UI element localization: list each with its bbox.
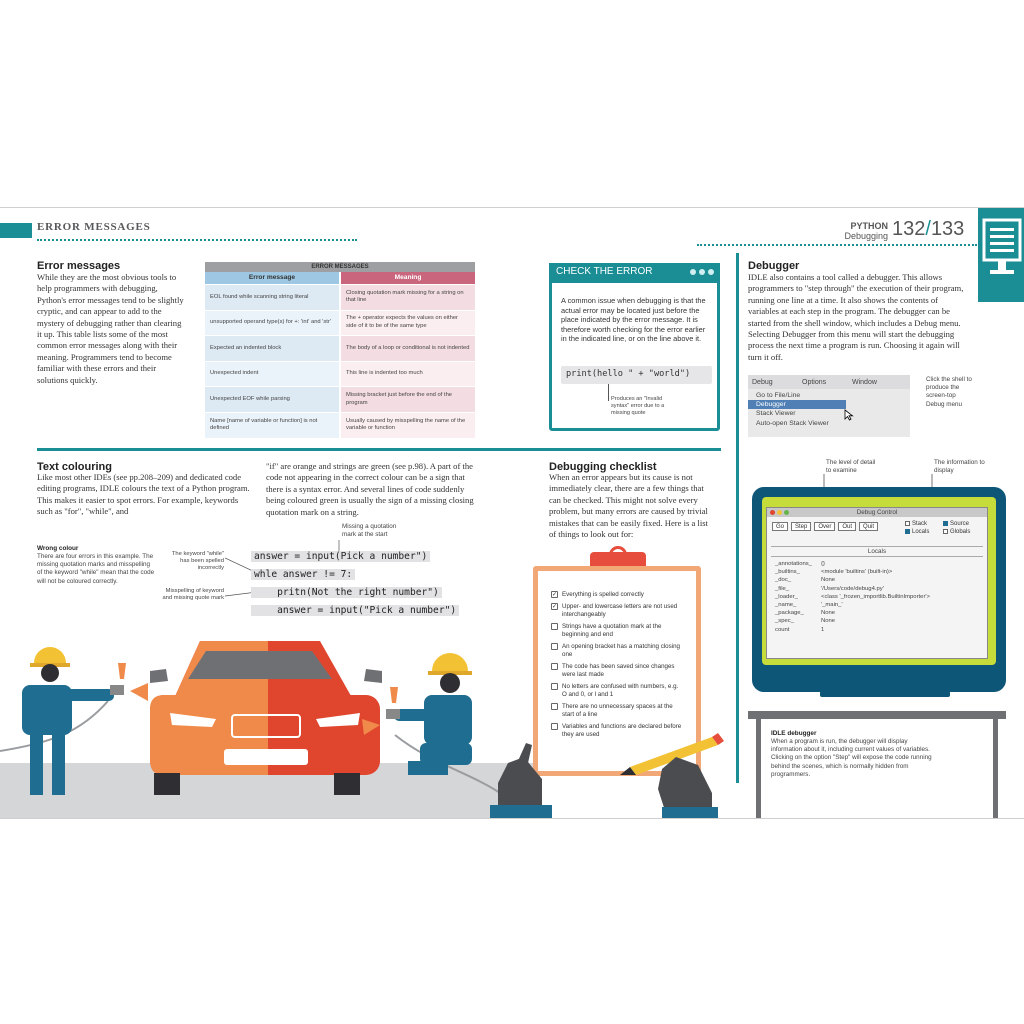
- locals-list: [767, 557, 987, 634]
- menu-item-auto-open[interactable]: Auto-open Stack Viewer: [756, 419, 829, 427]
- locals-row: [767, 568, 987, 576]
- checklist-heading: Debugging checklist: [549, 461, 657, 473]
- go-button[interactable]: Go: [772, 522, 788, 531]
- checkbox-label: Locals: [912, 529, 930, 535]
- desk-top: [748, 711, 1006, 719]
- error-messages-body: While they are the most obvious tools to help programmers with debugging, Python's error messages tend to be slightly cryptic, and can appear to add to the mystery of debugging rather than clearing it up. This table lists some of the most common error messages along with their meaning. Programmers tend to become familiar with these errors and their solutions quickly.: [37, 272, 184, 385]
- car-illustration: [150, 641, 382, 795]
- debug-menu-screenshot: [748, 375, 910, 437]
- locals-key: count: [775, 626, 790, 633]
- globals-checkbox[interactable]: [943, 528, 983, 536]
- table-cell-meaning: The body of a loop or conditional is not indented: [341, 336, 475, 361]
- code-text: pritn(Not the right number"): [251, 587, 442, 598]
- checklist-item-text: Variables and functions are declared before they are used: [562, 723, 682, 738]
- debug-buttons: [767, 517, 883, 536]
- monitor-list-icon: [978, 208, 1024, 302]
- checklist-item: [552, 603, 682, 618]
- code-line: [251, 548, 473, 565]
- table-cell-meaning: This line is indented too much: [341, 362, 475, 387]
- checklist-item: [562, 663, 682, 678]
- locals-value: None: [821, 618, 836, 625]
- caption-leader-line: [608, 384, 609, 401]
- checkbox-checked-icon[interactable]: ✓: [552, 592, 558, 598]
- locals-row: [767, 593, 987, 601]
- code-caption: Produces an "Invalid syntax" error due to a missing quote: [611, 396, 665, 416]
- header-rule-right: [697, 244, 977, 246]
- table-row: [205, 413, 475, 438]
- header-subject: PYTHON: [850, 221, 888, 231]
- idle-caption-body: When a program is run, the debugger will display information about it, including current values of variables. Clicking on the option "Step" will expose the code running behind the scenes, which is normally hidden from programmers.: [771, 738, 932, 778]
- page-slash: /: [925, 218, 931, 240]
- chapter-icon-tab: [978, 208, 1024, 302]
- table-cell-message: Expected an indented block: [205, 336, 339, 361]
- table-cell-meaning: Closing quotation mark missing for a string on that line: [341, 285, 475, 310]
- table-cell-message: unsupported operand type(s) for +: 'int' and 'str': [205, 311, 339, 336]
- locals-row: [767, 585, 987, 593]
- error-code-sample: print(hello " + "world"): [561, 366, 712, 384]
- debug-control-window: [766, 507, 988, 659]
- monitor-illustration: [752, 487, 1006, 692]
- code-text: answer = input(Pick a number"): [251, 551, 430, 562]
- table-row: [205, 285, 475, 310]
- header-rule-left: [37, 239, 357, 241]
- out-button[interactable]: Out: [838, 522, 856, 531]
- debugger-heading: Debugger: [748, 260, 800, 272]
- monitor-neck: [859, 677, 901, 691]
- locals-value: <class '_frozen_importlib.BuiltinImporter'>: [821, 593, 930, 600]
- checkbox-checked-icon: [905, 529, 910, 534]
- menu-bar: [748, 375, 910, 389]
- menu-item-debugger[interactable]: Debugger: [748, 400, 846, 409]
- table-cell-meaning: The + operator expects the values on either side of it to be of the same type: [341, 311, 475, 336]
- error-messages-table: [205, 262, 475, 432]
- checkbox-icon[interactable]: [551, 703, 558, 710]
- checklist-item: [562, 643, 682, 658]
- checkbox-checked-icon[interactable]: ✓: [552, 604, 558, 610]
- wrong-colour-caption: There are four errors in this example. The missing quotation marks and misspelling of the keyword "while" mean that the code will not be coloured correctly.: [37, 553, 155, 585]
- table-row: [205, 387, 475, 412]
- desk-leg-right: [993, 719, 998, 819]
- table-header: [205, 272, 475, 284]
- ann-information: The information to display: [934, 459, 985, 475]
- clipboard-clip-ring: [609, 546, 627, 556]
- checklist-item-text: Strings have a quotation mark at the beginning and end: [562, 623, 662, 638]
- checklist-item-text: An opening bracket has a matching closing one: [562, 643, 680, 658]
- section-tab-marker: [0, 223, 32, 238]
- checkbox-icon: [943, 529, 948, 534]
- page-right: 133: [930, 218, 965, 240]
- checkbox-icon[interactable]: [551, 643, 558, 650]
- text-colouring-body-2: "if" are orange and strings are green (see p.98). A part of the code not appearing in the correct colour can be a sign that there is a syntax error. And several lines of code suddenly being coloured green is usually the sign of a missing closing quotation mark on a string.: [266, 461, 474, 517]
- locals-header: Locals: [771, 546, 983, 557]
- code-example: [251, 548, 473, 620]
- checklist-item-text: There are no unnecessary spaces at the start of a line: [562, 703, 673, 718]
- dot-icon: [699, 269, 705, 275]
- locals-key: _builtins_: [775, 569, 800, 576]
- locals-row: [767, 601, 987, 609]
- table-row: [205, 336, 475, 361]
- debug-window-title: Debug Control: [856, 509, 898, 516]
- cursor-icon: [844, 409, 854, 421]
- code-text: answer = input("Pick a number"): [251, 605, 459, 616]
- text-colouring-heading: Text colouring: [37, 461, 112, 473]
- checkbox-icon: [905, 521, 910, 526]
- page-numbers: [892, 218, 964, 241]
- hands-pencil-illustration: [490, 723, 730, 819]
- table-row: [205, 362, 475, 387]
- maximize-icon[interactable]: [784, 510, 789, 515]
- code-text: whle answer != 7:: [251, 569, 355, 580]
- checkbox-label: Source: [950, 521, 970, 527]
- panel-body: A common issue when debugging is that the actual error may be located just before the place indicated by the error message. It is therefore worth checking for the error earlier in the indicated line, or on the line above it.: [561, 296, 706, 344]
- idle-caption-title: IDLE debugger: [771, 730, 817, 737]
- panel-title: CHECK THE ERROR: [556, 266, 653, 277]
- panel-titlebar: [549, 263, 720, 283]
- window-dots: [690, 269, 714, 275]
- menu-options[interactable]: Options: [802, 378, 827, 386]
- table-cell-message: Name [name of variable or function] is not defined: [205, 413, 339, 438]
- debug-window-titlebar: [767, 508, 987, 517]
- checkbox-checked-icon: [943, 521, 948, 526]
- source-checkbox[interactable]: [943, 520, 983, 528]
- table-cell-message: EOL found while scanning string literal: [205, 285, 339, 310]
- checkbox-icon[interactable]: [551, 663, 558, 670]
- checkbox-label: Globals: [950, 529, 971, 535]
- checklist-item-text: The code has been saved since changes were last made: [562, 663, 675, 678]
- locals-row: [767, 609, 987, 617]
- error-messages-heading: Error messages: [37, 260, 121, 272]
- checkbox-icon[interactable]: [551, 623, 558, 630]
- check-the-error-panel: [549, 263, 720, 431]
- locals-row: [767, 626, 987, 634]
- debug-menu-caption: Click the shell to produce the screen-top Debug menu: [926, 376, 972, 408]
- column-divider: [736, 253, 739, 783]
- step-button[interactable]: Step: [791, 522, 811, 531]
- checklist-body: When an error appears but its cause is not immediately clear, there are a few things that can be checked. This might not solve every problem, but many errors are caused by trivial mistakes that can be easily fixed. Here is a list of things to look out for:: [549, 472, 708, 540]
- header-topic: Debugging: [844, 231, 888, 241]
- menu-item-goto[interactable]: Go to File/Line: [756, 392, 801, 399]
- table-row: [205, 311, 475, 336]
- checklist-item: [562, 683, 682, 698]
- locals-row: [767, 576, 987, 584]
- checklist-item: [562, 623, 682, 638]
- quit-button[interactable]: Quit: [859, 522, 878, 531]
- code-line: [251, 566, 473, 583]
- locals-key: _package_: [775, 610, 804, 617]
- code-line: [251, 602, 473, 619]
- ann-level-of-detail: The level of detail to examine: [826, 459, 876, 475]
- locals-key: _name_: [775, 602, 797, 609]
- locals-key: _loader_: [775, 593, 798, 600]
- locals-row: [767, 617, 987, 625]
- menu-item-stack-viewer[interactable]: Stack Viewer: [756, 410, 796, 418]
- locals-key: _doc_: [775, 577, 792, 584]
- book-spread: [0, 207, 1024, 819]
- code-line: [251, 584, 473, 601]
- checklist-item-text: Everything is spelled correctly: [562, 591, 644, 598]
- checkbox-icon[interactable]: [551, 683, 558, 690]
- wrong-colour-title: Wrong colour: [37, 545, 79, 552]
- stack-checkbox[interactable]: [905, 520, 943, 528]
- debugger-body: IDLE also contains a tool called a debugger. This allows programmers to "step through" the execution of their program, running one line at a time. It also shows the contents of variables at each step in the program. The debugger can be started from the shell window, which includes a Debug menu. Selecting Debugger from this menu will start the debugging process the next time a program is run. Choosing it again will turn it off.: [748, 272, 964, 362]
- menu-debug[interactable]: Debug: [752, 378, 773, 386]
- locals-value: None: [821, 577, 836, 584]
- minimize-icon[interactable]: [777, 510, 782, 515]
- locals-value: '/Users/code/debug4.py': [821, 585, 884, 592]
- menu-window[interactable]: Window: [852, 378, 877, 386]
- table-cell-meaning: Usually caused by misspelling the name of the variable or function: [341, 413, 475, 438]
- locals-value: {}: [821, 561, 825, 567]
- locals-value: None: [821, 610, 836, 617]
- over-button[interactable]: Over: [814, 522, 835, 531]
- locals-row: [767, 560, 987, 568]
- locals-checkbox[interactable]: [905, 528, 943, 536]
- locals-value: <module 'builtins' (built-in)>: [821, 569, 893, 576]
- debug-checkboxes: [905, 517, 987, 536]
- locals-value: 1: [821, 626, 825, 633]
- checklist-item: [552, 591, 682, 599]
- ann-keyword: The keyword "while" has been spelled incorrectly: [171, 551, 224, 572]
- locals-key: _spec_: [775, 618, 794, 625]
- table-cell-message: Unexpected indent: [205, 362, 339, 387]
- checklist-item: [562, 703, 682, 718]
- text-colouring-body-1: Like most other IDEs (see pp.208–209) and dedicated code editing programs, IDLE colours the text of a Python program. This makes it easier to spot errors. For example, keywords such as "for", "while", and: [37, 472, 250, 517]
- locals-key: _annotations_: [775, 561, 813, 567]
- monitor-base: [820, 691, 950, 697]
- desk-leg-left: [756, 719, 761, 819]
- car-painting-illustration: [0, 623, 500, 819]
- section-title: ERROR MESSAGES: [37, 221, 151, 233]
- checkbox-label: Stack: [912, 521, 928, 527]
- ann-misspelling: Misspelling of keyword and missing quote mark: [162, 588, 224, 602]
- table-cell-message: Unexpected EOF while parsing: [205, 387, 339, 412]
- close-icon[interactable]: [770, 510, 775, 515]
- table-title: ERROR MESSAGES: [205, 262, 475, 272]
- page-left: 132: [892, 218, 926, 240]
- section-divider: [37, 448, 721, 451]
- checklist-item-text: No letters are confused with numbers, e.g. O and 0, or l and 1: [562, 683, 679, 698]
- table-header-meaning: Meaning: [341, 272, 475, 284]
- ann-missing-quote: Missing a quotation mark at the start: [342, 523, 397, 539]
- dot-icon: [708, 269, 714, 275]
- dot-icon: [690, 269, 696, 275]
- locals-key: _file_: [775, 585, 790, 592]
- locals-value: '_main_': [821, 602, 843, 609]
- table-cell-meaning: Missing bracket just before the end of the program: [341, 387, 475, 412]
- table-header-error-message: Error message: [205, 272, 339, 284]
- checklist-item-text: Upper- and lowercase letters are not used interchangeably: [562, 603, 678, 618]
